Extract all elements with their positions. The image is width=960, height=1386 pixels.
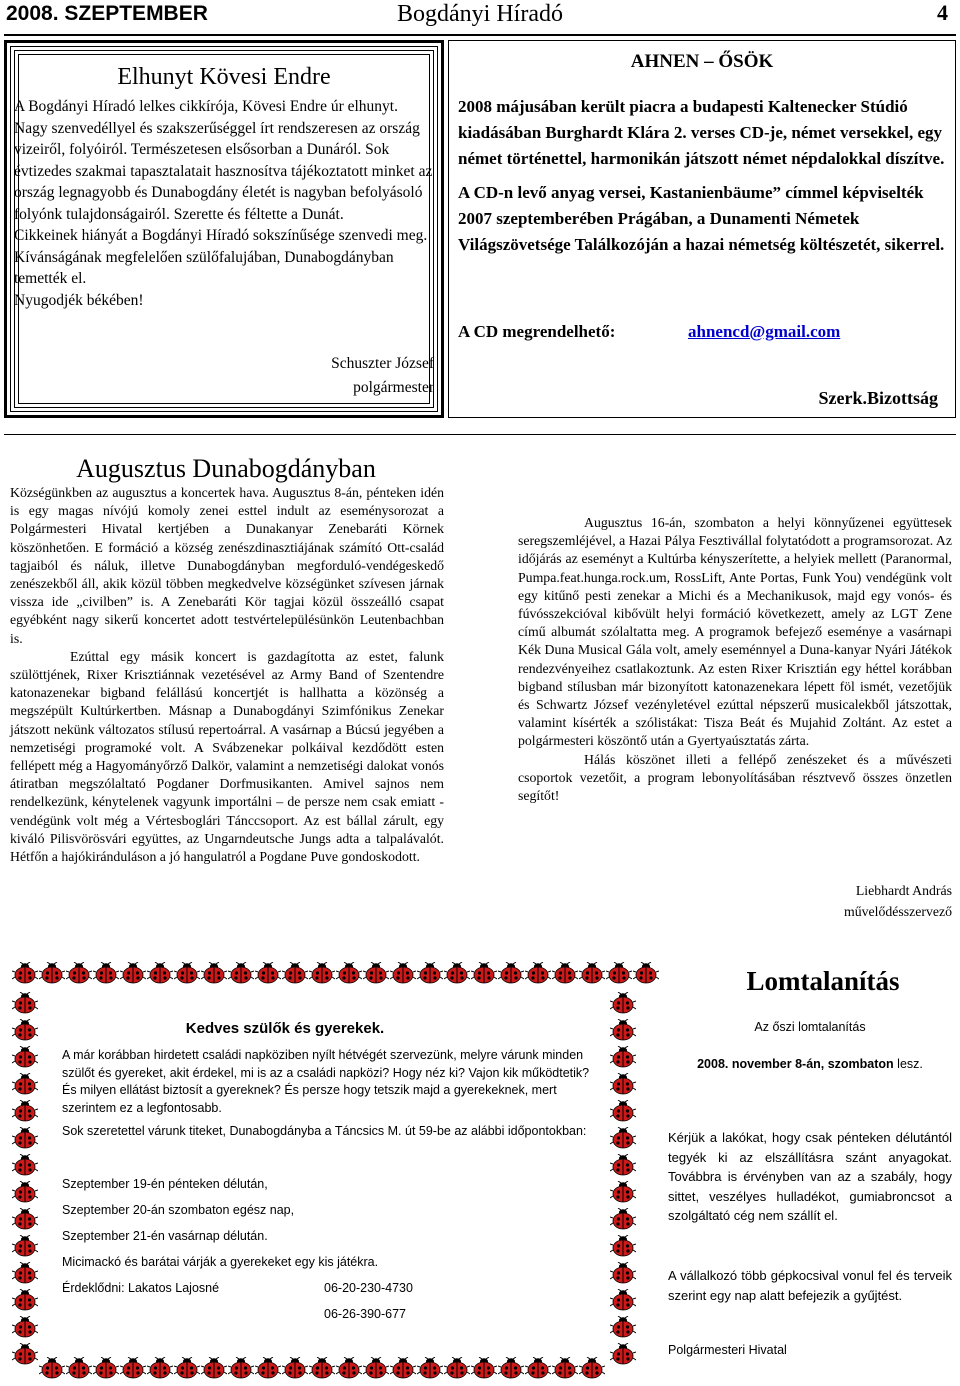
ladybug-icon	[12, 1127, 38, 1149]
ladybug-icon	[610, 1154, 636, 1176]
ladybug-icon	[610, 1343, 636, 1365]
ladybug-icon	[471, 962, 497, 984]
ahnen-order-label: A CD megrendelhető:	[458, 322, 616, 341]
ladybug-icon	[363, 1357, 389, 1379]
ladybug-icon	[282, 1357, 308, 1379]
august-paragraph: Augusztus 16-án, szombaton a helyi könnyűzenei együttesek seregszemléjével, a Hazai Pálya Fesztivállal folytatódott a programsorozat. Az időjárás az eseményt a Kultúrba kényszerítette, a helyiek mellett (Paranormal, Pumpa.feat.hunga.rock.um, RossLift, Ante Portas, Funk You) vendégünk volt egy kitűnő pesti zenekar a Michi és a Mechanikusok, majd egy vonós- és fúvósszekcióval kibővült helyi formáció következett, amely az LGT Zene című albumát szólaltatta meg. A programok befejező eseménye a vasárnapi Kék Duna Musical Gála volt, amely eseménnyel a Duna-kanyar Nyári Játékok rendezvényeihez csatlakoztunk. Az esten Rixer Krisztián egy héttel korábban bigband stílusban már bizonyított katonazenekara lépett föl ismét, vezetőjük és Schwartz József vezényletével ezúttal népszerű musicalekből játszottak, valamint kísérték a szólistákat: Tisza Beát és Mujahid Zoltánt. Az estet a polgármesteri köszöntő után a Gyertyaúsztatás zárta.	[518, 515, 952, 749]
kids-phone: 06-26-390-677	[324, 1307, 407, 1321]
august-right-column	[518, 514, 952, 805]
ladybug-icon	[606, 962, 632, 984]
ladybug-icon	[444, 1357, 470, 1379]
ladybug-icon	[174, 1357, 200, 1379]
ladybug-icon	[93, 962, 119, 984]
ladybug-icon	[610, 1046, 636, 1068]
ladybug-icon	[552, 962, 578, 984]
obituary-title: Elhunyt Kövesi Endre	[117, 64, 331, 90]
august-paragraph: Ezúttal egy másik koncert is gazdagította az estet, falunk szülöttjének, Rixer Krisztiánnak vezetésével az Army Band of Szentendre katonazenekar bigband felállású koncertjét is hallhatta a közönség a megszépült Kultúrkertben. Másnap a Dunabogdányi Szimfónikus Zenekar játszott nekünk változatos stílusú repertoárral. A vasárnap a Búcsú jegyében a nemzetiségi programoké volt. A Svábzenekar polkáival kezdődött esten fellépett még a Hagyományőrző Dalkör, valamint a nemzetiségi dalokat vonós átiratban megszólaltató Pogdaner Dorfmusikanten. Amivel sajnos nem rendelkezünk, kénytelenek vagyunk importálni – de persze nem csak emiatt - vendégünk volt még a Vértesboglári Tánccsoport. Az est bállal zárult, egy kiváló Pilisvörösvári együttes, az Ungarndeutsche Jungs adta a talpalávalót. Hétfőn a hajókiránduláson a jó hangulatról a Pogdane Puve gondoskodott.	[10, 648, 444, 865]
ladybug-icon	[12, 1181, 38, 1203]
lom-date-rest: lesz.	[893, 1057, 923, 1071]
ladybug-icon	[552, 1357, 578, 1379]
ladybug-icon	[309, 962, 335, 984]
newspaper-title: Bogdányi Híradó	[397, 1, 563, 27]
obituary-signature	[14, 352, 434, 400]
issue-date: 2008. SZEPTEMBER	[6, 2, 208, 25]
ahnen-paragraph: 2008 májusában került piacra a budapesti Kaltenecker Stúdió kiadásában Burghardt Klára 2. verses CD-je, német versekkel, egy német történettel, harmonikán játszott német népdalokkal díszítve.	[458, 97, 945, 168]
ahnen-email-link[interactable]: ahnencd@gmail.com	[688, 322, 841, 341]
august-paragraph: Hálás köszönet illeti a fellépő zenészeket és a művészeti csoportok vezetőit, a program lebonyolításában résztvevő összes önzetlen segítőt!	[518, 751, 952, 804]
august-signer-name: Liebhardt András	[855, 883, 952, 898]
ladybug-icon	[610, 1289, 636, 1311]
obituary-signer-role: polgármester	[353, 379, 434, 396]
lom-intro: Az őszi lomtalanítás	[754, 1020, 866, 1034]
ladybug-icon	[12, 1262, 38, 1284]
ahnen-signature: Szerk.Bizottság	[818, 388, 938, 408]
ladybug-icon	[633, 962, 659, 984]
ladybug-icon	[498, 1357, 524, 1379]
ahnen-title: AHNEN – ŐSÖK	[630, 51, 774, 72]
ladybug-icon	[201, 1357, 227, 1379]
section-rule	[4, 434, 956, 435]
ladybug-icon	[12, 992, 38, 1014]
ladybug-icon	[120, 962, 146, 984]
ladybug-icon	[12, 1235, 38, 1257]
ladybug-icon	[255, 1357, 281, 1379]
ladybug-icon	[610, 1181, 636, 1203]
ladybug-icon	[39, 1357, 65, 1379]
obituary-body	[14, 96, 434, 311]
ladybug-icon	[39, 962, 65, 984]
lom-title: Lomtalanítás	[746, 966, 900, 996]
kids-body	[62, 1047, 592, 1141]
ladybug-icon	[363, 962, 389, 984]
ladybug-icon	[255, 962, 281, 984]
ladybug-icon	[610, 1073, 636, 1095]
ladybug-icon	[390, 1357, 416, 1379]
ladybug-icon	[12, 1073, 38, 1095]
august-left-column	[10, 484, 444, 866]
page-number: 4	[937, 0, 948, 25]
ladybug-icon	[579, 962, 605, 984]
header-rule	[4, 34, 956, 36]
ladybug-icon	[147, 1357, 173, 1379]
august-signer-role: művelődésszervező	[843, 904, 952, 919]
ladybug-icon	[525, 962, 551, 984]
ladybug-icon	[66, 962, 92, 984]
ladybug-icon	[610, 992, 636, 1014]
ladybug-icon	[12, 1154, 38, 1176]
obituary-paragraph: Nyugodjék békében!	[14, 291, 144, 309]
kids-date: Szeptember 20-án szombaton egész nap,	[62, 1203, 295, 1217]
ladybug-icon	[336, 962, 362, 984]
obituary-paragraph: A Bogdányi Híradó lelkes cikkírója, Kövesi Endre úr elhunyt. Nagy szenvedéllyel és szakszerűséggel írt rendszeresen az ország vizeiről, folyóiról. Természetesen elsősorban a Dunáról. Sok évtizedes szakmai tapasztalatait hasznosítva tájékoztatott minket az ország legnagyobb és Dunabogdány életét is nagyban befolyásoló folyónk tulajdonságairól. Szerette és féltette a Dunát.	[14, 98, 433, 223]
ladybug-icon	[228, 962, 254, 984]
ladybug-icon	[12, 1046, 38, 1068]
ladybug-icon	[390, 962, 416, 984]
kids-intro: A már korábban hirdetett családi napköziben nyílt hétvégét szervezünk, melyre várunk minden szülőt és gyereket, akit érdekel, mi is az a családi napközi? Hogy néz ki? Vajon kik működtetik? És milyen ellátást biztosít a gyereknek? És persze hogy tetszik majd a gyerekeknek, mert szerintem ez a legfontosabb.	[62, 1048, 590, 1115]
ladybug-icon	[93, 1357, 119, 1379]
lom-date: 2008. november 8-án, szombaton	[697, 1057, 894, 1071]
obituary-signer-name: Schuszter József	[331, 355, 434, 372]
ladybug-icon	[120, 1357, 146, 1379]
kids-date: Szeptember 19-én pénteken délután,	[62, 1177, 268, 1191]
ladybug-icon	[174, 962, 200, 984]
ladybug-icon	[610, 1316, 636, 1338]
ladybug-icon	[12, 1208, 38, 1230]
ladybug-icon	[309, 1357, 335, 1379]
ladybug-icon	[12, 1289, 38, 1311]
lom-signature: Polgármesteri Hivatal	[668, 1343, 787, 1357]
ladybug-icon	[417, 962, 443, 984]
kids-date: Szeptember 21-én vasárnap délután.	[62, 1229, 268, 1243]
ladybug-icon	[610, 1262, 636, 1284]
august-title: Augusztus Dunabogdányban	[76, 454, 376, 483]
ladybug-icon	[12, 1316, 38, 1338]
ladybug-icon	[282, 962, 308, 984]
ladybug-icon	[201, 962, 227, 984]
ladybug-icon	[610, 1100, 636, 1122]
ladybug-icon	[610, 1127, 636, 1149]
ladybug-icon	[579, 1357, 605, 1379]
lom-date-line	[668, 1057, 952, 1071]
ladybug-icon	[147, 962, 173, 984]
august-paragraph: Községünkben az augusztus a koncertek hava. Augusztus 8-án, pénteken idén is egy magas nívójú komoly zenei esttel indult az eseménysorozat a Polgármesteri Hivatal kertjében a Dunakanyar Zenebaráti Körnek köszönhetően. E formáció a község zenészdinasztiájának számító Ott-család tagjaiból és náluk, illetve Dunabogdányban megforduló-vendégeskedő zenészekből áll, akik közül többen megkedvelve községünket szívesen járnak vissza ide „civilben” is. A Zenebaráti Kör tagjai közül összeálló csapat egyébként nagy sikerű koncertet adott testvértelepülésünkön Leutenbachban is.	[10, 485, 444, 646]
ladybug-icon	[525, 1357, 551, 1379]
lom-paragraph: A vállalkozó több gépkocsival vonul fel és terveik szerint egy nap alatt befejezik a gyűjtést.	[668, 1268, 952, 1303]
ladybug-icon	[66, 1357, 92, 1379]
ladybug-icon	[228, 1357, 254, 1379]
obituary-paragraph: Kívánságának megfelelően szülőfalujában, Dunabogdányban temették el.	[14, 248, 394, 287]
ladybug-icon	[610, 1208, 636, 1230]
ladybug-icon	[471, 1357, 497, 1379]
ladybug-icon	[610, 1019, 636, 1041]
ladybug-icon	[444, 962, 470, 984]
ladybug-icon	[610, 1235, 636, 1257]
ladybug-icon	[12, 1019, 38, 1041]
kids-invite: Sok szeretettel várunk titeket, Dunabogdányba a Táncsics M. út 59-be az alábbi időpontokban:	[62, 1124, 587, 1138]
ladybug-icon	[336, 1357, 362, 1379]
ladybug-icon	[417, 1357, 443, 1379]
kids-contact-label: Érdeklődni: Lakatos Lajosné	[62, 1281, 220, 1295]
kids-phone: 06-20-230-4730	[324, 1281, 413, 1295]
ahnen-paragraph: A CD-n levő anyag versei, Kastanienbäume” címmel képviselték 2007 szeptemberében Prágában, a Dunamenti Németek Világszövetsége Találkozóján a hazai németség költészetét, sikerrel.	[458, 183, 945, 254]
lom-paragraph: Kérjük a lakókat, hogy csak pénteken délutántól tegyék ki az elszállításra szánt anyagokat. Továbbra is érvényben van az a szabály, hogy sittet, veszélyes hulladékot, gumiabroncsot a szolgáltató cég nem szállít el.	[668, 1130, 952, 1223]
ladybug-icon	[12, 1100, 38, 1122]
kids-title: Kedves szülők és gyerekek.	[185, 1020, 385, 1037]
obituary-paragraph: Cikkeinek hiányát a Bogdányi Híradó sokszínűsége szenvedi meg.	[14, 227, 428, 244]
ladybug-icon	[12, 1343, 38, 1365]
kids-game: Micimackó és barátai várják a gyerekeket egy kis játékra.	[62, 1255, 379, 1269]
ahnen-body	[458, 94, 950, 266]
august-signature	[518, 880, 952, 922]
ladybug-icon	[12, 962, 38, 984]
ladybug-icon	[498, 962, 524, 984]
